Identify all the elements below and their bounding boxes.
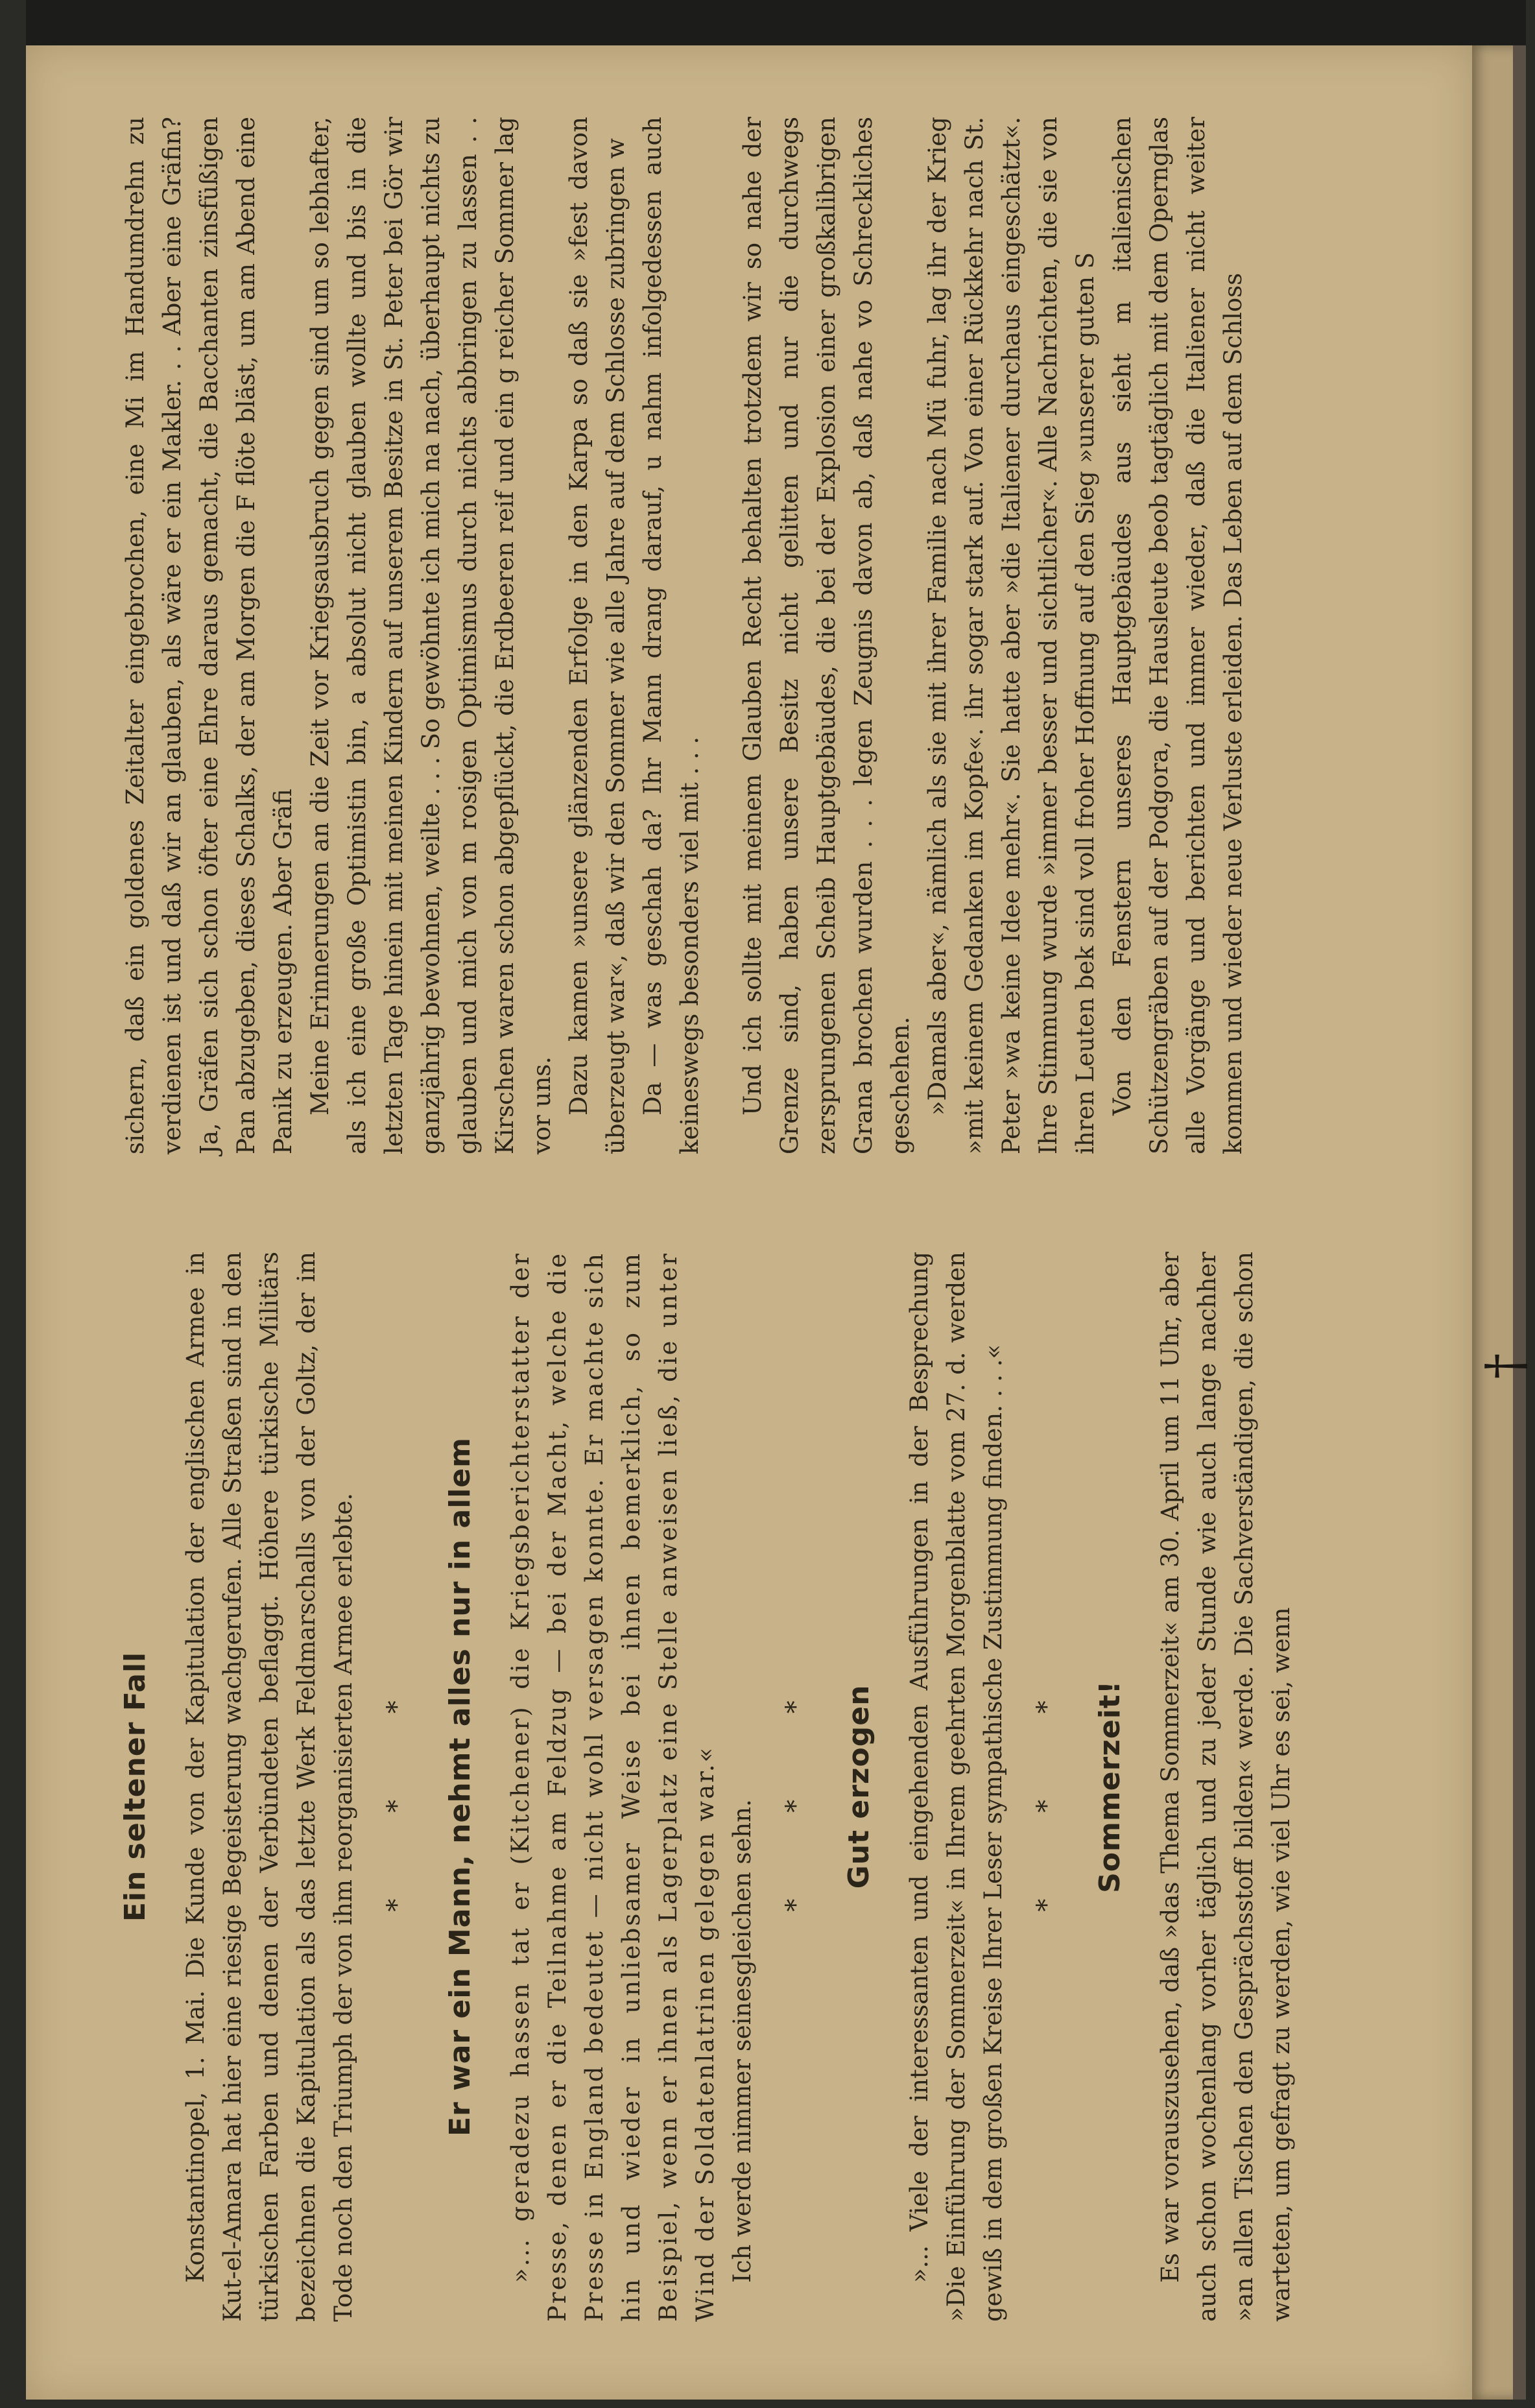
scan-top-edge (0, 0, 1526, 45)
right-paragraph-5: Und ich sollte mit meinem Glauben Recht behalten trotzdem wir so nahe der Grenze sind, haben unsere Besitz nicht gelitten und nur die durchwegs zersprungenen Scheib Hauptgebäudes, die bei der Explosion einer großkalibrigen Grana brochen wurden . . . legen Zeugnis davon ab, daß nahe vo Schreckliches geschehen. (739, 117, 914, 1154)
article-title-ein-seltener-fall: Ein seltener Fall (119, 1651, 152, 1922)
article-body-ein-seltener-fall: Konstantinopel, 1. Mai. Die Kunde von der Kapitulation der englischen Armee in Kut-el-Amara hat hier eine riesige Begeisterung wachgerufen. Alle Straßen sind in den türkischen Farben und denen der Verbündeten beflaggt. Höhere türkische Militärs bezeichnen die Kapitulation als das letzte Werk Feldmarschalls von der Goltz, der im Tode noch den Triumph der von ihm reorganisierten Armee erlebte. (182, 1252, 357, 2322)
article-body-er-war-ein-mann: »... geradezu hassen tat er (Kitchener) die Kriegsberichterstatter der Presse, denen er die Teilnahme am Feldzug — bei der Macht, welche die Presse in England bedeutet — nicht wohl versagen konnte. Er machte sich hin und wieder in unliebsamer Weise bei ihnen bemerklich, so zum Beispiel, wenn er ihnen als Lagerplatz eine Stelle anweisen ließ, die unter Wind der Soldatenlatrinen gelegen war.« (506, 1252, 719, 2322)
right-column (117, 117, 1252, 1154)
article-title-er-war-ein-mann: Er war ein Mann, nehmt alles nur in allem (444, 1437, 477, 2136)
article-body-sommerzeit: Es war vorauszusehen, daß »das Thema Sommerzeit« am 30. April um 11 Uhr, aber auch schon wochenlang vorher täglich und zu jeder Stunde wie auch lange nachher »an allen Tischen den Gesprächsstoff bilden« werde. Die Sachverständigen, die schon warteten, um gefragt zu werden, wie viel Uhr es sei, wenn (1156, 1252, 1295, 2322)
section-divider-stars: * * * (382, 1662, 412, 1912)
pencil-margin-mark: † (1474, 1353, 1535, 1379)
right-paragraph-4: Da — was geschah da? Ihr Mann drang darauf, u nahm infolgedessen auch keineswegs besonders viel mit . . . (639, 117, 704, 1154)
right-paragraph-1: sichern, daß ein goldenes Zeitalter eingebrochen, eine Mi im Handumdrehn zu verdienen ist und daß wir an glauben, als wäre er ein Makler. . . Aber eine Gräfin? Ja, Gräfen sich schon öfter eine Ehre daraus gemacht, die Bacchanten zinsfüßigen Pan abzugeben, dieses Schalks, der am Morgen die F flöte bläst, um am Abend eine Panik zu erzeugen. Aber Gräfi (121, 117, 297, 1154)
right-paragraph-7: Von den Fenstern unseres Hauptgebäudes aus sieht m italienischen Schützengräben auf der Podgora, die Hausleute beob tagtäglich mit dem Opernglas alle Vorgänge und berichten und immer wieder, daß die Italiener nicht weiter kommen und wieder neue Verluste erleiden. Das Leben auf dem Schloss (1108, 117, 1247, 1154)
right-paragraph-2: Meine Erinnerungen an die Zeit vor Kriegsausbruch gegen sind um so lebhafter, als ich eine große Optimistin bin, a absolut nicht glauben wollte und bis in die letzten Tage hinein mit meinen Kindern auf unserem Besitze in St. Peter bei Gör wir ganzjährig bewohnen, weilte . . . So gewöhnte ich mich na nach, überhaupt nichts zu glauben und mich von m rosigen Optimismus durch nichts abbringen zu lassen . . Kirschen waren schon abgepflückt, die Erdbeeren reif und ein g reicher Sommer lag vor uns. (306, 117, 556, 1154)
scan-left-edge (0, 0, 26, 2408)
facing-page-edge (1472, 45, 1526, 2400)
right-paragraph-3: Dazu kamen »unsere glänzenden Erfolge in den Karpa so daß sie »fest davon überzeugt war«, daß wir den Sommer wie alle Jahre auf dem Schlosse zubringen w (565, 117, 630, 1154)
article-quote-er-war-ein-mann: Ich werde nimmer seinesgleichen sehn. (728, 1799, 756, 2283)
section-divider-stars: * * * (781, 1662, 811, 1912)
left-column (117, 1252, 1300, 2322)
right-paragraph-6: »Damals aber«, nämlich als sie mit ihrer Familie nach Mü fuhr, lag ihr der Krieg »mit keinem Gedanken im Kopfe«. ihr sogar stark auf. Von einer Rückkehr nach St. Peter »wa keine Idee mehr«. Sie hatte aber »die Italiener durchaus eingeschätzt«. Ihre Stimmung wurde »immer besser und sichtlicher«. Alle Nachrichten, die sie von ihren Leuten bek sind voll froher Hoffnung auf den Sieg »unserer guten S (923, 117, 1099, 1154)
rotated-page-content (26, 45, 1472, 2400)
article-title-gut-erzogen: Gut erzogen (842, 1684, 875, 1889)
article-title-sommerzeit: Sommerzeit! (1093, 1680, 1126, 1893)
article-body-gut-erzogen: »... Viele der interessanten und eingehenden Ausführungen in der Besprechung »Die Einführung der Sommerzeit« in Ihrem geehrten Morgenblatte vom 27. d. werden gewiß in dem großen Kreise Ihrer Leser sympathische Zustimmung finden. . . .« (905, 1252, 1007, 2322)
section-divider-stars: * * * (1032, 1662, 1062, 1912)
